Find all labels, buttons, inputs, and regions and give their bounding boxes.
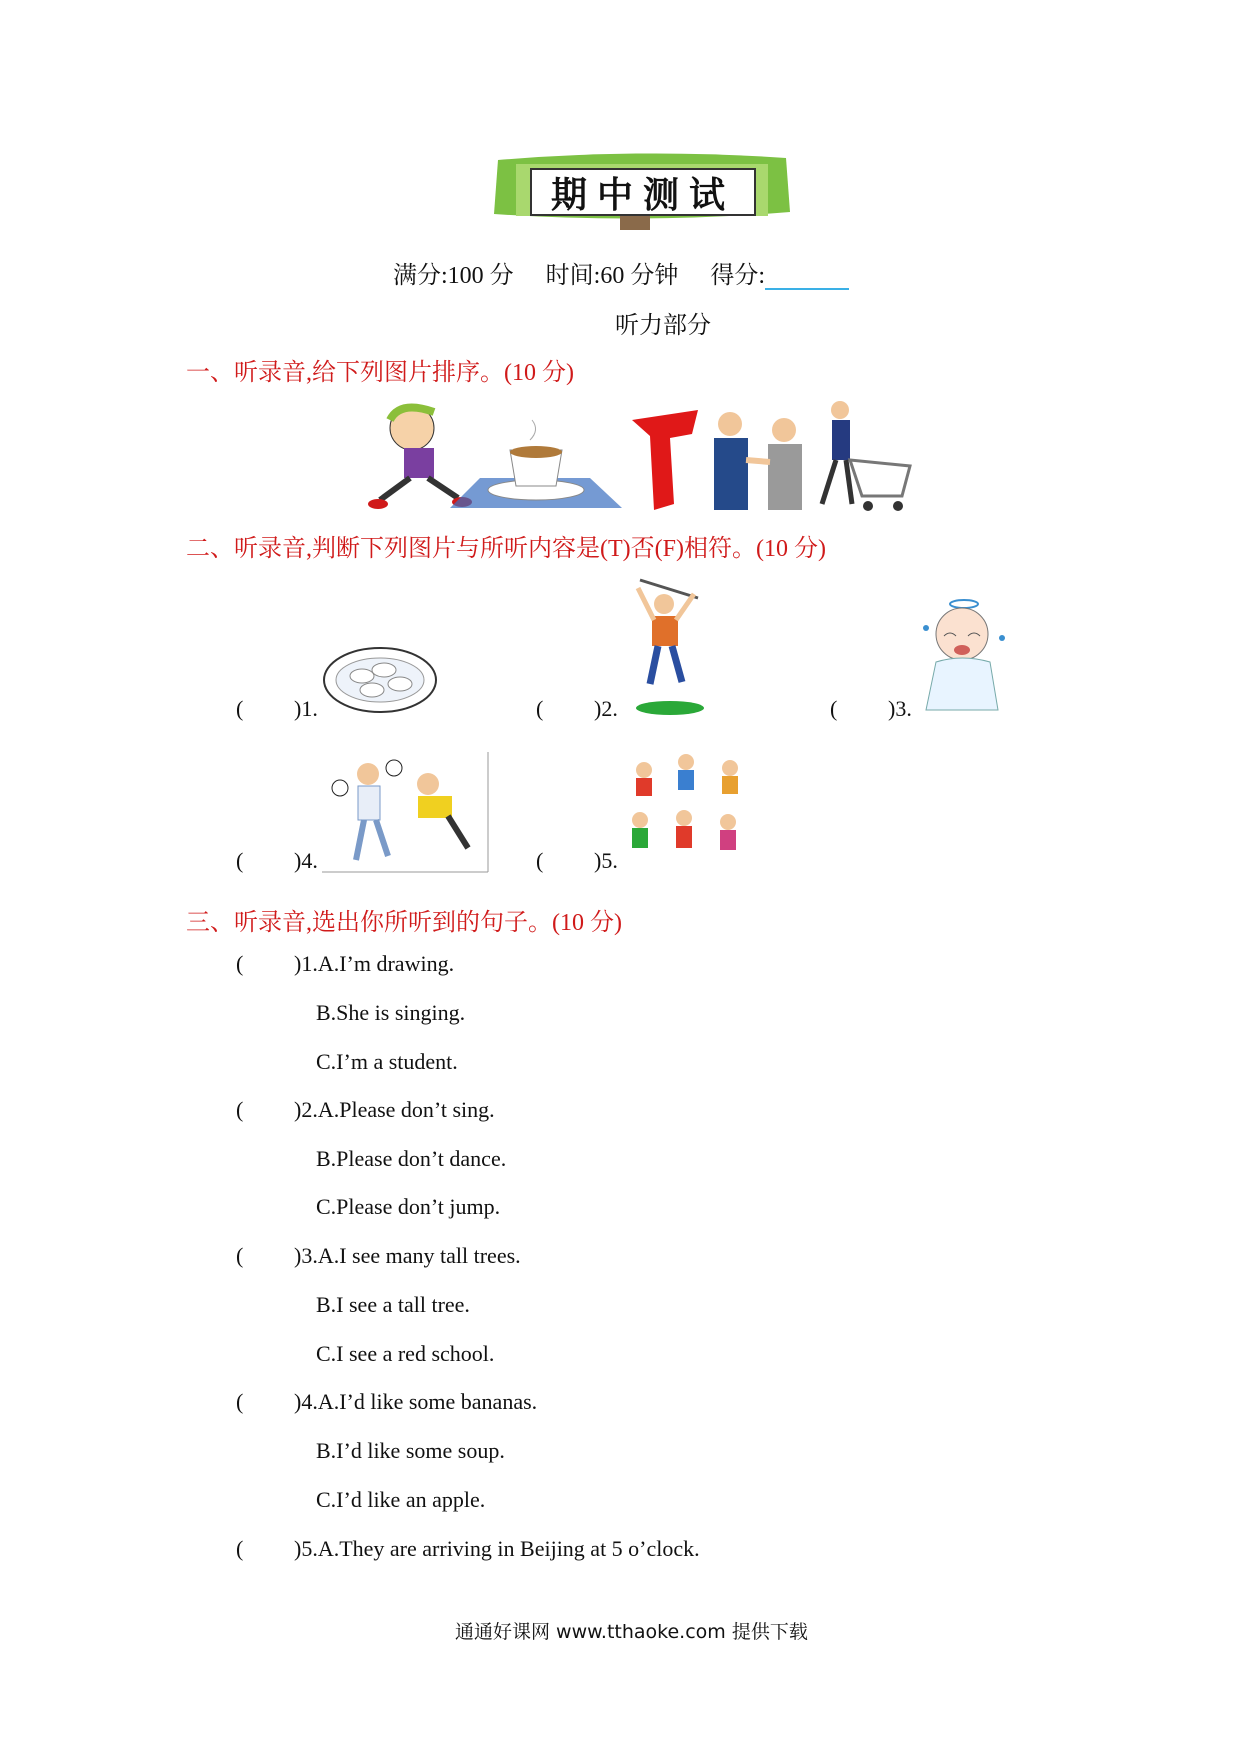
running-boy-picture	[368, 406, 472, 509]
item-number: )1.	[294, 696, 318, 721]
question-4-b: B.I’d like some soup.	[316, 1438, 505, 1463]
answer-paren[interactable]: (	[536, 848, 544, 873]
item-number: )3.	[888, 696, 912, 721]
section2-item-3	[830, 696, 912, 722]
item-number: )2.	[594, 696, 618, 721]
question-number: )1.	[294, 951, 318, 976]
question-5-a	[236, 1536, 700, 1562]
question-3-b: B.I see a tall tree.	[316, 1292, 470, 1317]
question-1-b: B.She is singing.	[316, 1000, 466, 1025]
section2-item-4	[236, 848, 318, 874]
section2-heading: 二、听录音,判断下列图片与所听内容是(T)否(F)相符。(10 分)	[186, 536, 826, 562]
question-number: )3.	[294, 1243, 318, 1268]
answer-paren[interactable]: (	[236, 1389, 244, 1414]
section1-heading: 一、听录音,给下列图片排序。(10 分)	[186, 360, 574, 386]
answer-paren[interactable]: (	[830, 696, 838, 721]
dumplings-plate-picture	[322, 640, 440, 716]
score-label: 得分:	[710, 263, 766, 289]
answer-paren[interactable]: (	[236, 1097, 244, 1122]
score-blank[interactable]	[765, 264, 849, 290]
group-of-children-picture	[626, 752, 750, 870]
part-title: 听力部分	[615, 313, 711, 339]
question-1-c: C.I’m a student.	[316, 1049, 458, 1074]
time-limit: 时间:60 分钟	[545, 263, 679, 289]
option-a: A.Please don’t sing.	[317, 1097, 495, 1122]
section3-heading: 三、听录音,选出你所听到的句子。(10 分)	[186, 910, 622, 936]
option-a: A.I’d like some bananas.	[317, 1389, 538, 1414]
item-number: )4.	[294, 848, 318, 873]
section1-pictures	[370, 400, 910, 515]
option-a: A.I’m drawing.	[317, 951, 455, 976]
question-4-a	[236, 1389, 537, 1415]
item-number: )5.	[594, 848, 618, 873]
question-2-b: B.Please don’t dance.	[316, 1146, 507, 1171]
question-2-a	[236, 1097, 495, 1123]
page-title: 期中测试	[530, 168, 756, 216]
section2-item-1	[236, 696, 318, 722]
jumping-man-picture	[620, 574, 720, 720]
question-3-a	[236, 1243, 521, 1269]
question-number: )5.	[294, 1536, 318, 1561]
cup-of-tea-picture	[450, 420, 622, 508]
footer-text: 通通好课网 www.tthaoke.com 提供下载	[455, 1621, 808, 1643]
title-banner	[492, 150, 792, 228]
option-a: A.They are arriving in Beijing at 5 o’clock.	[317, 1536, 700, 1561]
answer-paren[interactable]: (	[536, 696, 544, 721]
answer-paren[interactable]: (	[236, 696, 244, 721]
question-number: )4.	[294, 1389, 318, 1414]
section2-item-2	[536, 696, 618, 722]
question-number: )2.	[294, 1097, 318, 1122]
question-2-c: C.Please don’t jump.	[316, 1194, 501, 1219]
answer-paren[interactable]: (	[236, 1536, 244, 1561]
football-players-picture	[322, 752, 490, 874]
option-a: A.I see many tall trees.	[317, 1243, 521, 1268]
shopping-cart-picture	[822, 401, 910, 511]
section2-item-5	[536, 848, 618, 874]
question-1-a	[236, 951, 454, 977]
red-scarf-picture	[632, 410, 698, 510]
answer-paren[interactable]: (	[236, 848, 244, 873]
answer-paren[interactable]: (	[236, 1243, 244, 1268]
answer-paren[interactable]: (	[236, 951, 244, 976]
question-3-c: C.I see a red school.	[316, 1341, 495, 1366]
crying-baby-picture	[918, 598, 1008, 718]
full-score: 满分:100 分	[393, 263, 514, 289]
handshake-picture	[714, 412, 802, 510]
question-4-c: C.I’d like an apple.	[316, 1487, 486, 1512]
exam-info	[393, 255, 875, 290]
